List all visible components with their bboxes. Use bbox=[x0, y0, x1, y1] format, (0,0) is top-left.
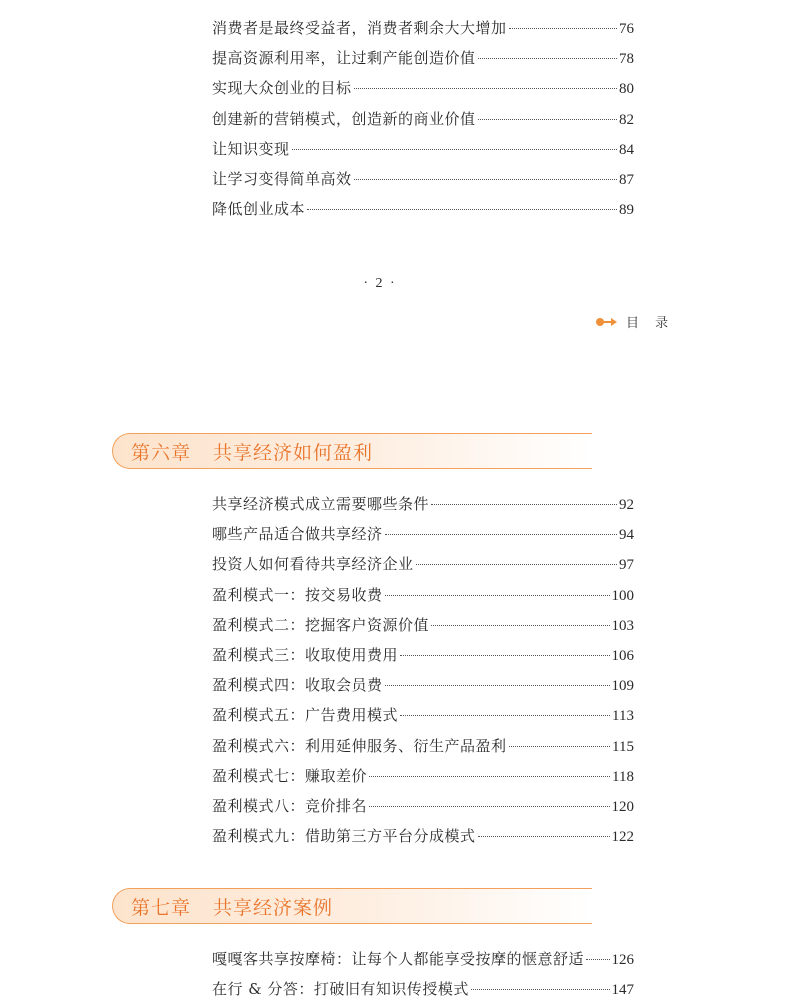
toc-entry[interactable] bbox=[212, 640, 634, 670]
leader-dots bbox=[416, 563, 617, 565]
toc-entry-page: 78 bbox=[619, 51, 634, 68]
toc-entry-title: 嘎嘎客共享按摩椅：让每个人都能享受按摩的惬意舒适 bbox=[212, 950, 585, 968]
toc-entry[interactable] bbox=[212, 700, 634, 730]
toc-entry[interactable] bbox=[212, 944, 634, 974]
toc-entry[interactable] bbox=[212, 580, 634, 610]
page-number: · 2 · bbox=[363, 276, 397, 291]
toc-entry-title: 盈利模式六：利用延伸服务、衍生产品盈利 bbox=[212, 736, 507, 755]
leader-dots bbox=[369, 775, 610, 777]
toc-entry[interactable] bbox=[212, 610, 634, 640]
chapter-banner-7[interactable] bbox=[112, 888, 592, 924]
toc-entry[interactable] bbox=[212, 43, 634, 73]
toc-entry-title: 降低创业成本 bbox=[212, 200, 306, 219]
toc-entry-page: 106 bbox=[611, 647, 634, 664]
toc-entry[interactable] bbox=[212, 104, 634, 134]
toc-entry-page: 115 bbox=[612, 738, 634, 755]
toc-entry-title: 投资人如何看待共享经济企业 bbox=[212, 555, 414, 574]
toc-entry[interactable] bbox=[212, 73, 634, 103]
toc-entry-page: 94 bbox=[619, 527, 634, 544]
arrow-right-icon bbox=[596, 317, 618, 327]
leader-dots bbox=[478, 835, 610, 837]
toc-entry[interactable] bbox=[212, 134, 634, 164]
toc-entry-title: 让学习变得简单高效 bbox=[212, 169, 352, 188]
toc-entry[interactable] bbox=[212, 194, 634, 224]
leader-dots bbox=[292, 148, 617, 150]
leader-dots bbox=[400, 714, 610, 716]
toc-entry-page: 120 bbox=[611, 798, 634, 815]
toc-entry-page: 113 bbox=[612, 708, 634, 725]
toc-entry-page: 109 bbox=[611, 678, 634, 695]
chapter-title: 共享经济如何盈利 bbox=[213, 441, 374, 464]
toc-entry-page: 76 bbox=[619, 21, 634, 37]
toc-entry-title: 盈利模式八：竞价排名 bbox=[212, 796, 368, 815]
toc-entry-title: 盈利模式四：收取会员费 bbox=[212, 676, 383, 695]
toc-entry-page: 82 bbox=[619, 111, 634, 128]
leader-dots bbox=[400, 654, 609, 656]
leader-dots bbox=[307, 208, 617, 210]
chapter-number: 第六章 bbox=[131, 441, 192, 464]
toc-entry-page: 87 bbox=[619, 171, 634, 188]
toc-entry[interactable] bbox=[212, 489, 634, 519]
toc-entry[interactable] bbox=[212, 519, 634, 549]
toc-entry-title: 让知识变现 bbox=[212, 139, 290, 158]
toc-entry-page: 126 bbox=[611, 952, 634, 968]
toc-entry[interactable] bbox=[212, 731, 634, 761]
toc-entry-page: 100 bbox=[611, 587, 634, 604]
toc-entry[interactable] bbox=[212, 13, 634, 43]
toc-entry-title: 创建新的营销模式，创造新的商业价值 bbox=[212, 109, 476, 128]
toc-entry-title: 盈利模式五：广告费用模式 bbox=[212, 706, 399, 725]
toc-entry-title: 实现大众创业的目标 bbox=[212, 79, 352, 98]
toc-entry-title: 盈利模式九：借助第三方平台分成模式 bbox=[212, 827, 476, 846]
leader-dots bbox=[478, 118, 617, 120]
toc-entry-title: 在行 & 分答：打破旧有知识传授模式 bbox=[212, 980, 469, 999]
toc-entry-page: 80 bbox=[619, 81, 634, 98]
toc-entry[interactable] bbox=[212, 761, 634, 791]
chapter-title: 共享经济案例 bbox=[213, 896, 334, 919]
toc-list-chapter7 bbox=[212, 944, 634, 1000]
leader-dots bbox=[431, 503, 617, 505]
toc-entry-title: 消费者是最终受益者，消费者剩余大大增加 bbox=[212, 19, 507, 37]
toc-entry[interactable] bbox=[212, 791, 634, 821]
leader-dots bbox=[471, 988, 610, 990]
running-head bbox=[596, 312, 674, 331]
leader-dots bbox=[385, 684, 610, 686]
toc-entry[interactable] bbox=[212, 549, 634, 579]
running-head-label: 目 录 bbox=[626, 316, 675, 331]
toc-entry[interactable] bbox=[212, 974, 634, 1000]
leader-dots bbox=[385, 594, 610, 596]
toc-entry[interactable] bbox=[212, 670, 634, 700]
leader-dots bbox=[586, 958, 609, 960]
leader-dots bbox=[509, 745, 611, 747]
toc-entry-title: 盈利模式二：挖掘客户资源价值 bbox=[212, 615, 430, 634]
toc-entry-page: 122 bbox=[611, 829, 634, 846]
toc-entry[interactable] bbox=[212, 821, 634, 851]
toc-entry-page: 118 bbox=[612, 768, 634, 785]
toc-entry-page: 147 bbox=[611, 982, 634, 999]
leader-dots bbox=[354, 178, 617, 180]
toc-entry-title: 盈利模式七：赚取差价 bbox=[212, 766, 368, 785]
toc-entry-page: 89 bbox=[619, 202, 634, 219]
leader-dots bbox=[354, 87, 617, 89]
toc-entry-title: 提高资源利用率，让过剩产能创造价值 bbox=[212, 49, 476, 68]
leader-dots bbox=[509, 27, 617, 29]
toc-entry-title: 盈利模式一：按交易收费 bbox=[212, 585, 383, 604]
leader-dots bbox=[369, 805, 609, 807]
leader-dots bbox=[478, 57, 617, 59]
toc-entry[interactable] bbox=[212, 164, 634, 194]
toc-entry-page: 97 bbox=[619, 557, 634, 574]
toc-entry-title: 共享经济模式成立需要哪些条件 bbox=[212, 495, 430, 513]
chapter-banner-6[interactable] bbox=[112, 433, 592, 469]
chapter-number: 第七章 bbox=[131, 896, 192, 919]
leader-dots bbox=[385, 533, 617, 535]
toc-entry-page: 84 bbox=[619, 141, 634, 158]
toc-list-chapter6 bbox=[212, 489, 634, 851]
toc-entry-title: 盈利模式三：收取使用费用 bbox=[212, 645, 399, 664]
leader-dots bbox=[431, 624, 609, 626]
toc-list-continued bbox=[212, 13, 634, 224]
toc-entry-page: 92 bbox=[619, 497, 634, 513]
toc-entry-page: 103 bbox=[611, 617, 634, 634]
toc-entry-title: 哪些产品适合做共享经济 bbox=[212, 525, 383, 544]
